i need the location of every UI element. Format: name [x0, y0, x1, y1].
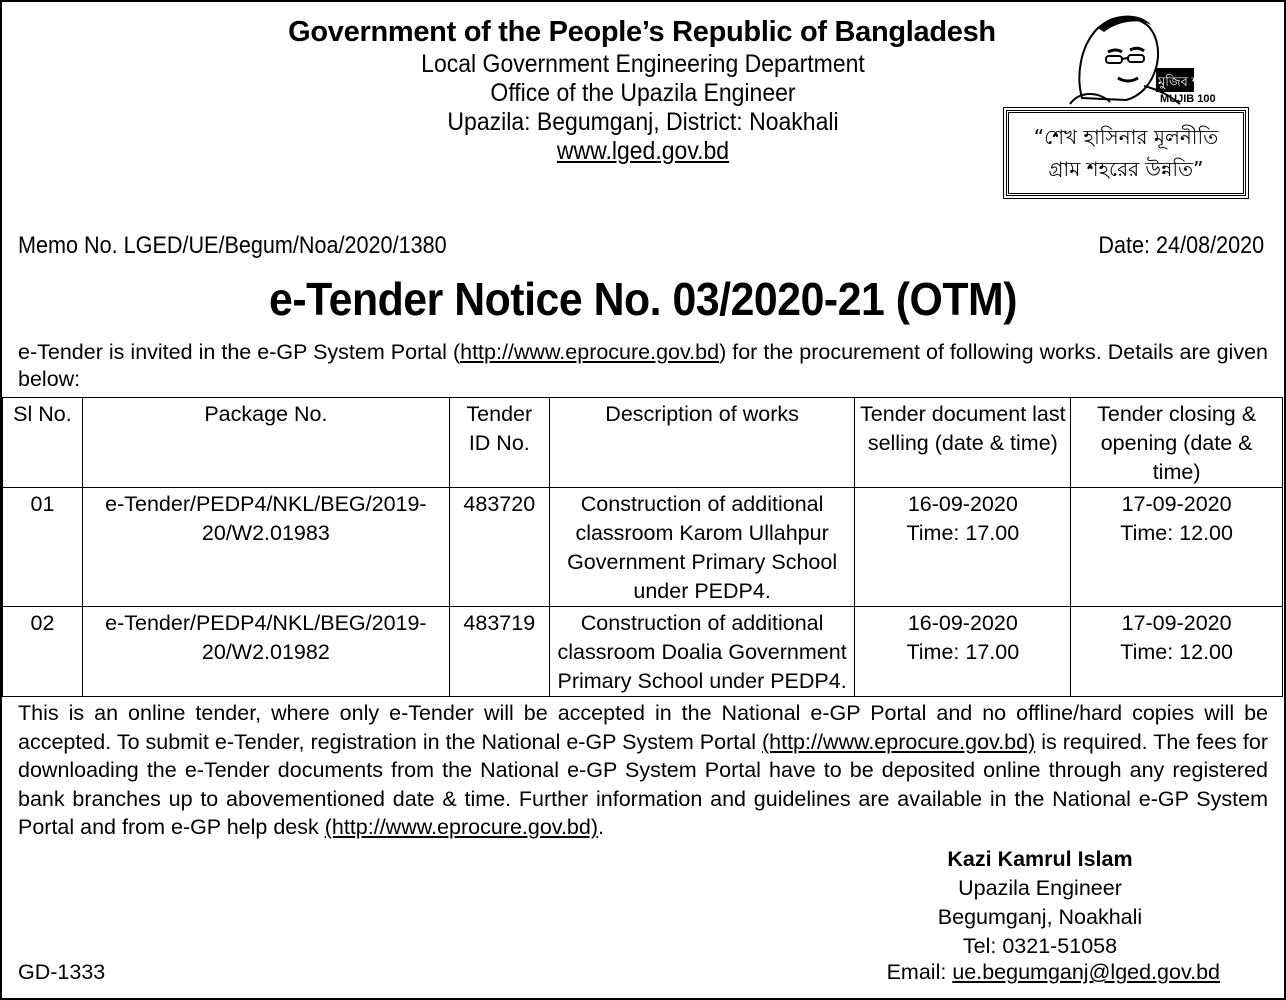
slogan-box [1006, 110, 1246, 196]
memo-number: Memo No. LGED/UE/Begum/Noa/2020/1380 [18, 232, 447, 259]
email-label: Email: [886, 960, 953, 984]
slogan-line-2: গ্রাম শহরের উন্নতি” [1048, 157, 1204, 181]
eprocure-link-2[interactable]: (http://www.eprocure.gov.bd) [761, 729, 1036, 754]
signature-block [880, 845, 1200, 961]
gd-number: GD-1333 [18, 960, 106, 984]
terms-text-1: This is an online tender, where only e-Tender will be accepted in the National e-GP Portal and no offline/hard copies will be accepted. To submit e-Tender, registration in the National e-GP System Portal [18, 701, 1268, 754]
cell-closing [1071, 488, 1283, 607]
selling-time: Time: 17.00 [906, 521, 1020, 545]
signatory-tel: Tel: 0321-51058 [962, 934, 1118, 958]
header-description: Description of works [549, 398, 855, 488]
cell-description: Construction of additional classroom Karom Ullahpur Government Primary School under PEDP4. [549, 488, 855, 607]
intro-text-before: e-Tender is invited in the e-GP System Portal ( [18, 340, 461, 364]
logo-mujib-text: MUJIB 100 [1160, 93, 1216, 105]
terms-text-2: is required. The fees for downloading the e-Tender documents from the National e-GP System Portal have to be deposited online through any registered bank branches up to abovementioned date & time. Further information and guidelines are available in the National e-GP System Portal and from e-GP help desk [18, 729, 1268, 839]
signatory-email [880, 960, 1220, 985]
cell-description: Construction of additional classroom Doalia Government Primary School under PEDP4. [549, 607, 855, 697]
email-link[interactable]: ue.begumganj@lged.gov.bd [952, 960, 1220, 984]
header-package: Package No. [82, 398, 449, 488]
cell-tender-id: 483720 [449, 488, 549, 607]
terms-text-3: . [598, 815, 604, 839]
closing-time: Time: 12.00 [1120, 521, 1233, 545]
table-header-row [3, 398, 1283, 488]
header-closing: Tender closing & opening (date & time) [1071, 398, 1283, 488]
closing-date: 17-09-2020 [1121, 492, 1232, 516]
signatory-place: Begumganj, Noakhali [937, 905, 1143, 929]
department-name: Local Government Engineering Department [421, 50, 865, 78]
selling-time: Time: 17.00 [906, 640, 1020, 664]
eprocure-link[interactable]: http://www.eprocure.gov.bd [460, 340, 720, 364]
tender-table [2, 397, 1283, 697]
signatory-designation: Upazila Engineer [958, 876, 1122, 900]
cell-last-selling [855, 488, 1071, 607]
office-location: Upazila: Begumganj, District: Noakhali [447, 108, 839, 136]
website-link[interactable]: www.lged.gov.bd [556, 137, 730, 165]
notice-title: e-Tender Notice No. 03/2020-21 (OTM) [269, 273, 1017, 325]
mujib-100-portrait-logo [1060, 6, 1224, 106]
slogan-line-1: “শেখ হাসিনার মূলনীতি [1033, 125, 1219, 149]
table-row [3, 488, 1283, 607]
header-tender-id: Tender ID No. [449, 398, 549, 488]
eprocure-link-3[interactable]: (http://www.eprocure.gov.bd) [324, 815, 598, 839]
office-name: Office of the Upazila Engineer [490, 79, 796, 107]
cell-package: e-Tender/PEDP4/NKL/BEG/2019-20/W2.01982 [82, 607, 449, 697]
cell-sl: 01 [3, 488, 83, 607]
government-name: Government of the People’s Republic of Bangladesh [288, 16, 996, 48]
selling-date: 16-09-2020 [907, 611, 1018, 635]
selling-date: 16-09-2020 [907, 492, 1018, 516]
cell-package: e-Tender/PEDP4/NKL/BEG/2019-20/W2.01983 [82, 488, 449, 607]
logo-bangla-text: মুজিব শতবর্ষ [1158, 75, 1224, 90]
intro-text-after: ) for the procurement of following works. Details are given below: [18, 340, 1268, 391]
cell-last-selling [855, 607, 1071, 697]
notice-date: Date: 24/08/2020 [1098, 232, 1264, 259]
cell-tender-id: 483719 [449, 607, 549, 697]
header-sl: Sl No. [3, 398, 83, 488]
terms-paragraph [18, 699, 1268, 842]
signatory-name: Kazi Kamrul Islam [947, 847, 1133, 871]
table-row [3, 607, 1283, 697]
closing-time: Time: 12.00 [1120, 640, 1233, 664]
header-last-selling: Tender document last selling (date & time) [855, 398, 1071, 488]
closing-date: 17-09-2020 [1121, 611, 1232, 635]
cell-closing [1071, 607, 1283, 697]
cell-sl: 02 [3, 607, 83, 697]
intro-paragraph [18, 339, 1268, 393]
